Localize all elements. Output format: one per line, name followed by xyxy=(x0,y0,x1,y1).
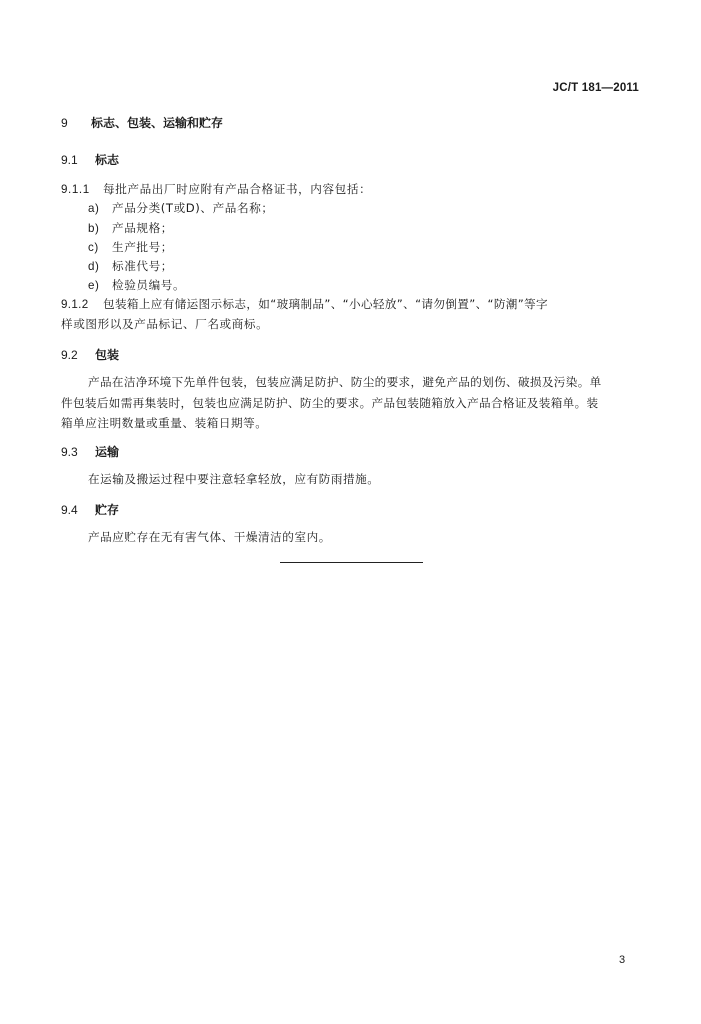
section-title: 标志 xyxy=(95,153,120,167)
section-title: 包装 xyxy=(95,348,120,362)
clause-9-1-1 xyxy=(61,181,371,197)
list-item: b) 产品规格； xyxy=(88,221,173,235)
list-item: d) 标准代号； xyxy=(88,259,173,273)
section-number: 9.2 xyxy=(61,348,78,362)
packaging-paragraph-line: 产品在洁净环境下先单件包装，包装应满足防护、防尘的要求，避免产品的划伤、破损及污染。单 xyxy=(88,375,602,389)
packaging-paragraph-line: 箱单应注明数量或重量、装箱日期等。 xyxy=(61,416,268,430)
section-9-3-heading xyxy=(61,443,119,460)
section-title: 标志、包装、运输和贮存 xyxy=(91,116,224,130)
section-number: 9.4 xyxy=(61,503,78,517)
storage-paragraph: 产品应贮存在无有害气体、干燥清洁的室内。 xyxy=(88,530,331,544)
list-item: e) 检验员编号。 xyxy=(88,278,186,292)
clause-number: 9.1.1 xyxy=(61,183,90,196)
packaging-paragraph-line: 件包装后如需再集装时，包装也应满足防护、防尘的要求。产品包装随箱放入产品合格证及装箱单。装 xyxy=(61,396,599,410)
transport-paragraph: 在运输及搬运过程中要注意轻拿轻放，应有防雨措施。 xyxy=(88,472,380,486)
section-number: 9.1 xyxy=(61,153,78,167)
list-item: c) 生产批号； xyxy=(88,240,173,254)
list-item: a) 产品分类(T或D)、产品名称； xyxy=(88,201,274,215)
section-9-1-heading xyxy=(61,151,119,168)
standard-code-header: JC/T 181—2011 xyxy=(552,82,639,94)
clause-text: 每批产品出厂时应附有产品合格证书，内容包括： xyxy=(103,182,372,196)
section-title: 贮存 xyxy=(95,503,120,517)
section-9-heading xyxy=(61,114,223,131)
end-rule xyxy=(280,562,423,563)
clause-number: 9.1.2 xyxy=(61,298,89,311)
section-number: 9.3 xyxy=(61,445,78,459)
section-number: 9 xyxy=(61,116,68,130)
page-number: 3 xyxy=(619,954,626,966)
clause-9-1-2-line1 xyxy=(61,296,548,312)
section-9-4-heading xyxy=(61,501,119,518)
clause-9-1-2-line2: 样或图形以及产品标记、厂名或商标。 xyxy=(61,317,269,331)
section-title: 运输 xyxy=(95,445,120,459)
section-9-2-heading xyxy=(61,346,119,363)
clause-text: 包装箱上应有储运图示标志，如“玻璃制品”、“小心轻放”、“请勿倒置”、“防潮”等字 xyxy=(103,297,548,311)
